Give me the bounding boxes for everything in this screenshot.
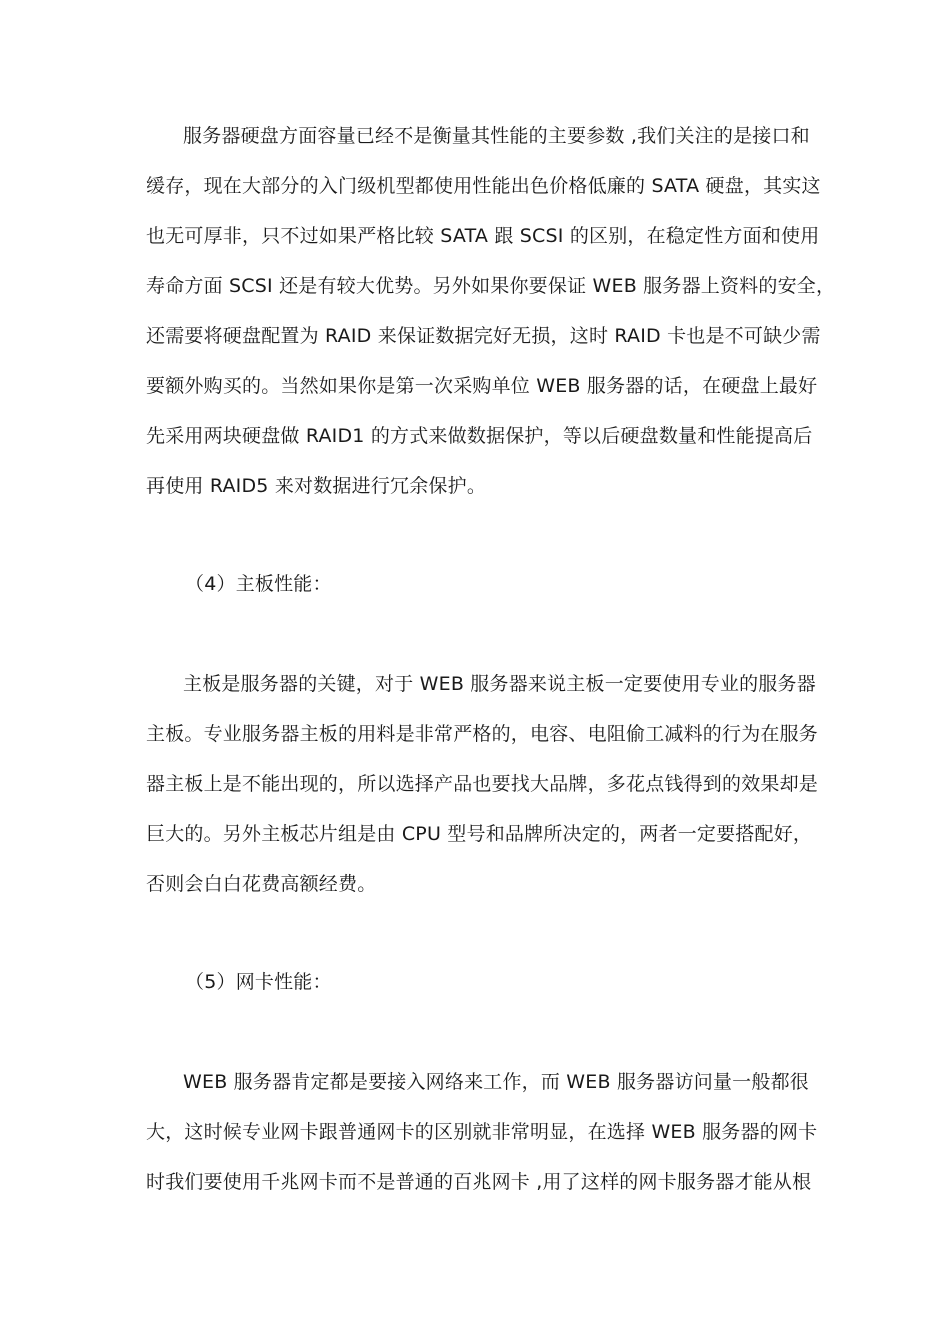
storage-paragraph-line-1: 服务器硬盘方面容量已经不是衡量其性能的主要参数 ,我们关注的是接口和 [183,125,810,147]
storage-paragraph-line-2: 缓存，现在大部分的入门级机型都使用性能出色价格低廉的 SATA 硬盘，其实这 [146,175,821,197]
motherboard-paragraph-line-1: 主板是服务器的关键，对于 WEB 服务器来说主板一定要使用专业的服务器 [183,673,816,695]
network-card-heading: （5）网卡性能： [185,971,332,993]
network-paragraph-line-3: 时我们要使用千兆网卡而不是普通的百兆网卡 ,用了这样的网卡服务器才能从根 [146,1171,812,1193]
motherboard-paragraph-line-5: 否则会白白花费高额经费。 [146,873,377,895]
motherboard-paragraph-line-4: 巨大的。另外主板芯片组是由 CPU 型号和品牌所决定的，两者一定要搭配好， [146,823,813,845]
network-paragraph-line-1: WEB 服务器肯定都是要接入网络来工作，而 WEB 服务器访问量一般都很 [183,1071,809,1093]
storage-paragraph-line-8: 再使用 RAID5 来对数据进行冗余保护。 [146,475,487,497]
motherboard-heading: （4）主板性能： [185,573,332,595]
storage-paragraph-line-7: 先采用两块硬盘做 RAID1 的方式来做数据保护，等以后硬盘数量和性能提高后 [146,425,813,447]
network-paragraph-line-2: 大，这时候专业网卡跟普通网卡的区别就非常明显，在选择 WEB 服务器的网卡 [146,1121,818,1143]
storage-paragraph-line-4: 寿命方面 SCSI 还是有较大优势。另外如果你要保证 WEB 服务器上资料的安全， [146,275,836,297]
motherboard-paragraph-line-3: 器主板上是不能出现的，所以选择产品也要找大品牌，多花点钱得到的效果却是 [146,773,819,795]
motherboard-paragraph-line-2: 主板。专业服务器主板的用料是非常严格的，电容、电阻偷工减料的行为在服务 [146,723,819,745]
storage-paragraph-line-5: 还需要将硬盘配置为 RAID 来保证数据完好无损，这时 RAID 卡也是不可缺少需 [146,325,821,347]
storage-paragraph-line-3: 也无可厚非，只不过如果严格比较 SATA 跟 SCSI 的区别，在稳定性方面和使用 [146,225,820,247]
storage-paragraph-line-6: 要额外购买的。当然如果你是第一次采购单位 WEB 服务器的话，在硬盘上最好 [146,375,818,397]
